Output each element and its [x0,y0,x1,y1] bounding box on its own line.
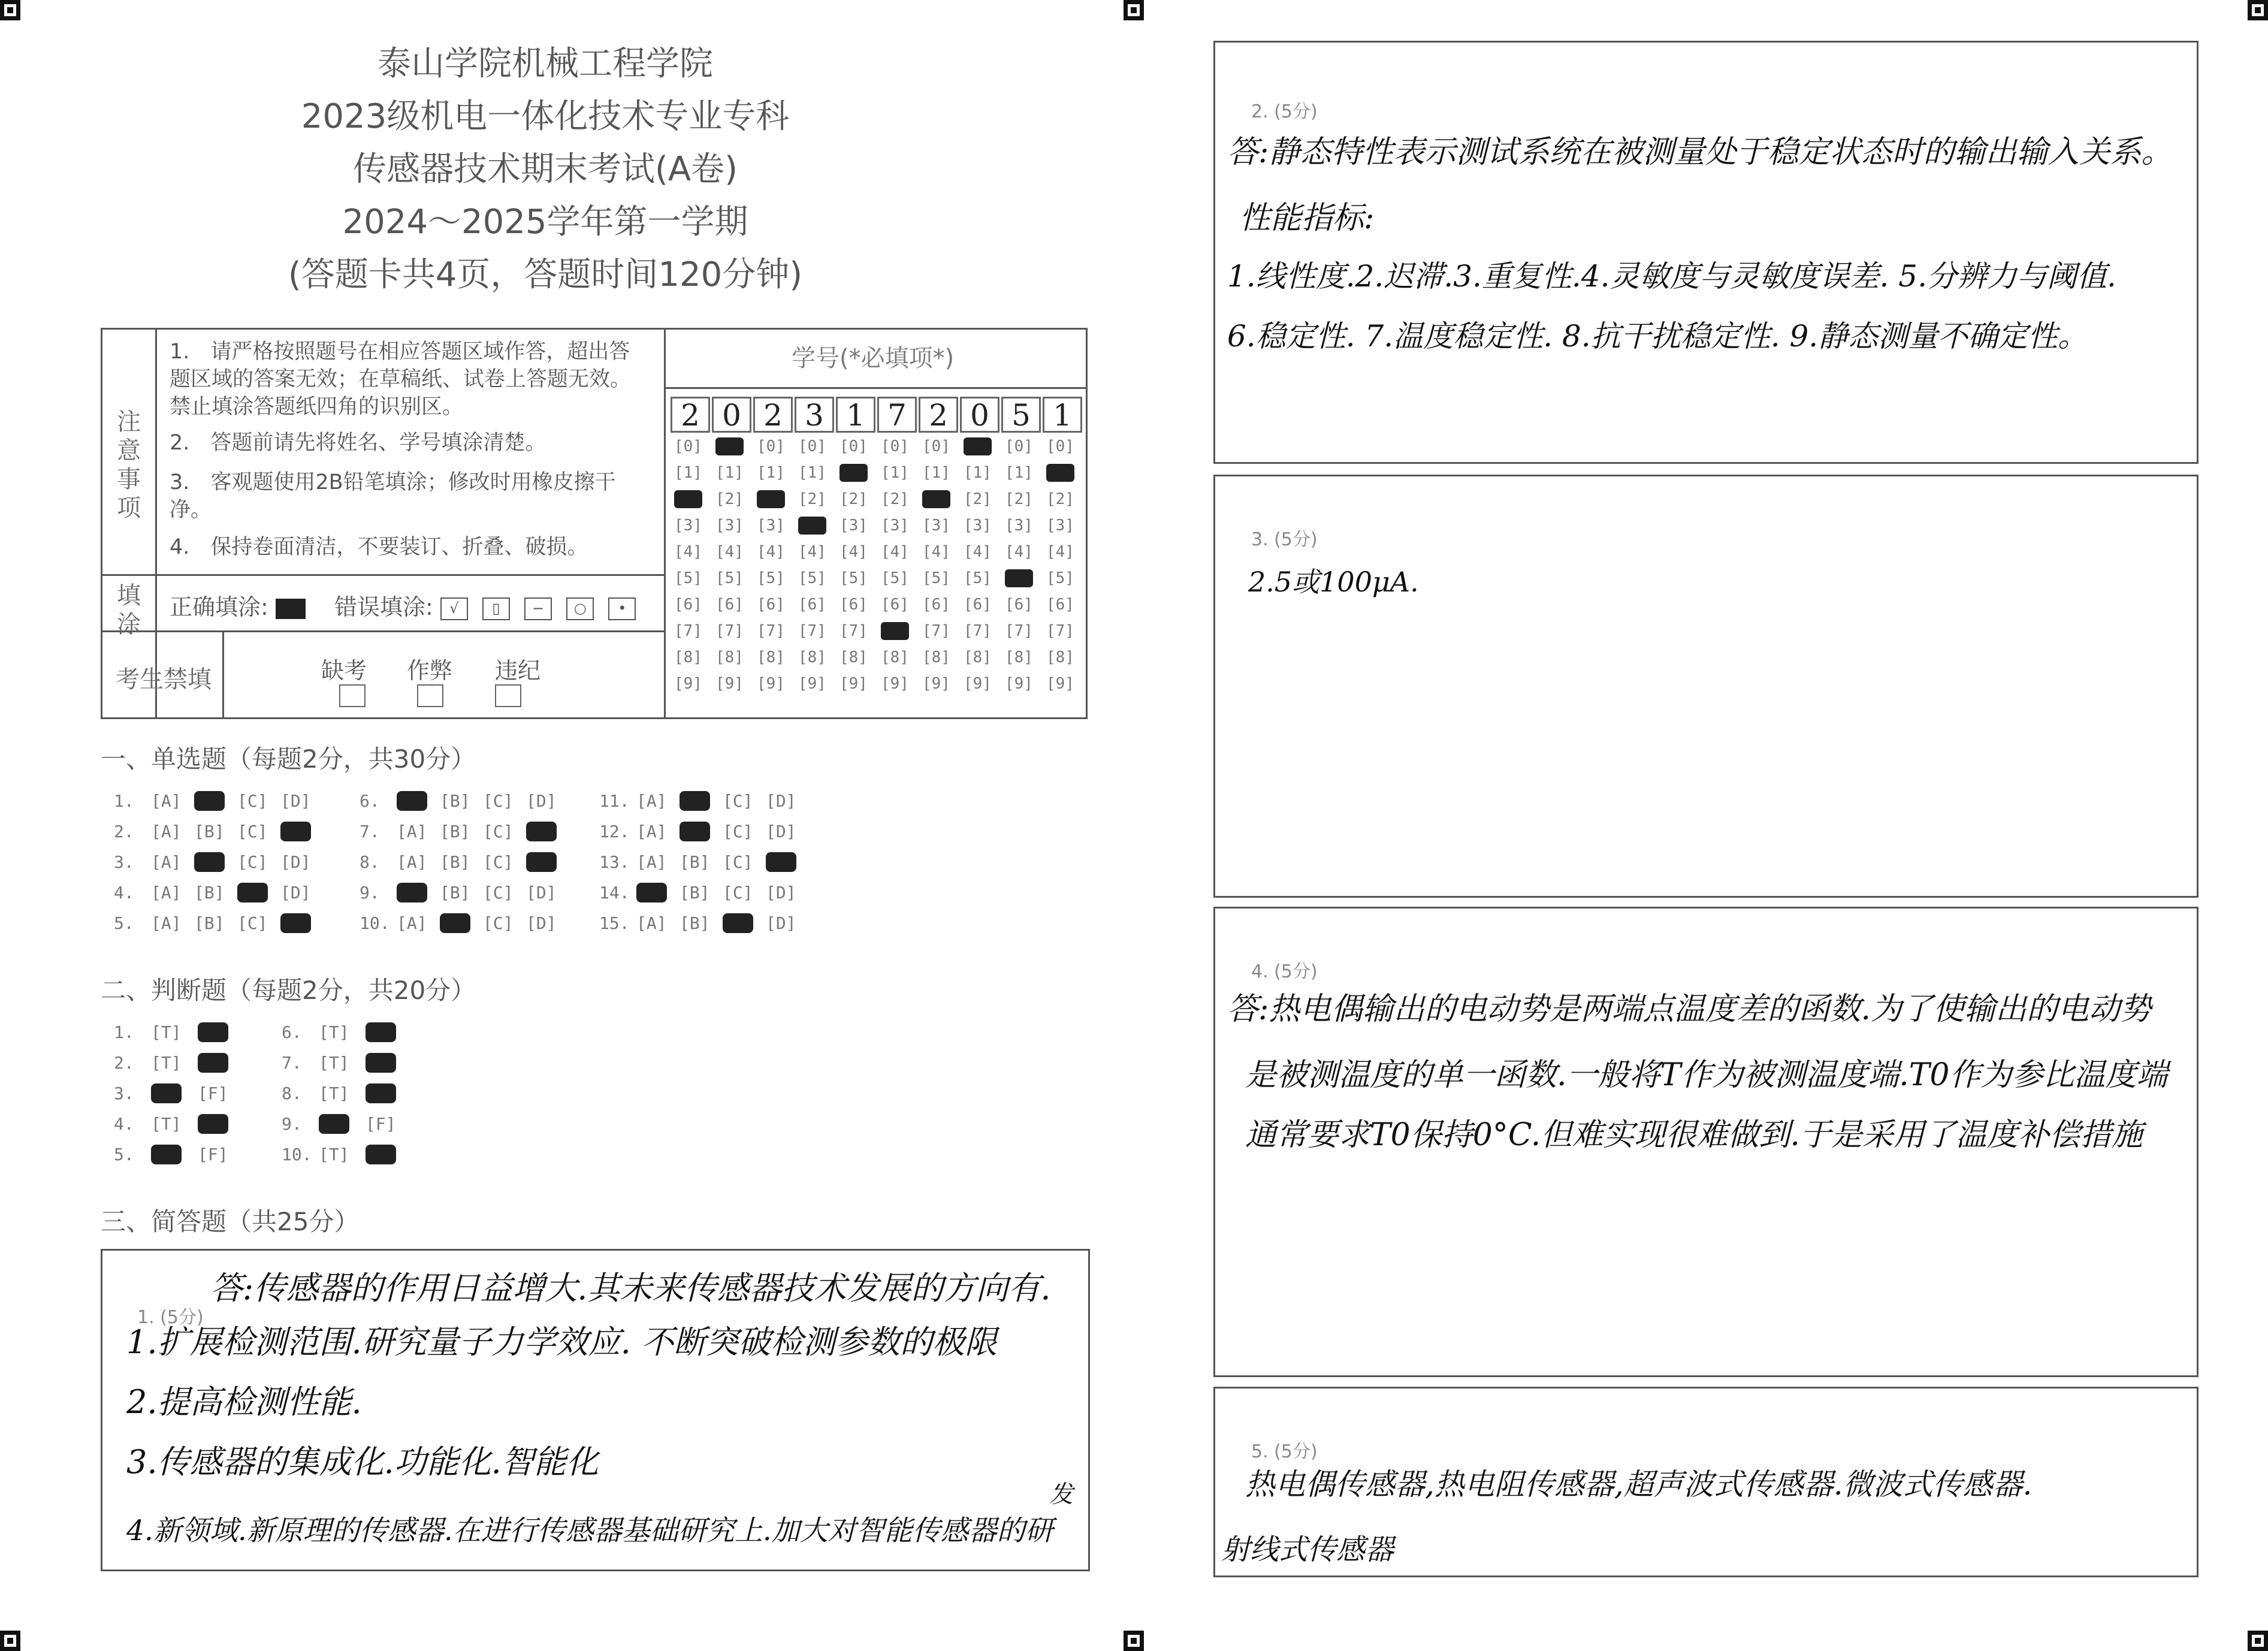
student-id-digit-6: 7 [877,397,917,433]
mc-option-B[interactable]: [B] [194,852,225,872]
answer-box-q1[interactable] [101,1249,1090,1571]
mc-option-A[interactable]: [A] [636,883,667,903]
mc-option-A[interactable]: [A] [397,852,427,872]
id-bubble-6-9[interactable]: [9] [881,675,909,693]
tf-option-T[interactable]: [T] [319,1053,349,1073]
mc-option-D[interactable]: [D] [280,883,311,903]
id-bubble-4-1[interactable]: [1] [798,464,826,482]
id-bubble-6-5[interactable]: [5] [881,569,909,587]
q1-line-4: 3.传感器的集成化.功能化.智能化 [126,1443,599,1481]
mc-option-C[interactable]: [C] [483,852,514,872]
tf-option-F[interactable]: [F] [366,1083,396,1103]
id-bubble-3-3[interactable]: [3] [757,517,785,535]
mc-option-B[interactable]: [B] [440,883,470,903]
answer-box-q2[interactable] [1213,41,2198,464]
q1-line-6: 发 [1049,1481,1073,1508]
mc-option-D[interactable]: [D] [280,852,311,872]
check-mark-icon: √ [440,597,468,620]
mc-number: 14. [599,883,630,903]
student-id-digit-9: 5 [1001,397,1041,433]
id-bubble-1-5[interactable]: [5] [674,569,702,587]
fill-example [170,588,643,621]
id-bubble-2-2[interactable]: [2] [715,490,744,508]
tf-option-T[interactable]: [T] [151,1114,182,1134]
mc-option-C[interactable]: [C] [237,791,268,811]
tf-option-T[interactable]: [T] [319,1114,349,1134]
mc-option-B[interactable]: [B] [680,913,710,933]
q3-line-1: 2.5或100μA. [1248,566,1419,598]
mc-option-B[interactable]: [B] [440,913,470,933]
id-bubble-1-1[interactable]: [1] [674,464,702,482]
mc-option-C[interactable]: [C] [237,913,268,933]
id-bubble-5-1[interactable]: [1] [839,464,868,482]
id-bubble-1-7[interactable]: [7] [674,622,702,640]
mc-option-B[interactable]: [B] [680,883,710,903]
mc-option-A[interactable]: [A] [397,822,427,841]
cheat-label: 作弊 [407,657,453,684]
mc-number: 12. [599,822,630,841]
id-bubble-2-7[interactable]: [7] [715,622,744,640]
tf-option-F[interactable]: [F] [366,1145,396,1164]
student-id-digit-1: 2 [671,397,710,433]
id-bubble-1-9[interactable]: [9] [674,675,702,693]
answer-box-q5[interactable] [1213,1387,2198,1577]
id-bubble-7-4[interactable]: [4] [922,543,950,561]
id-bubble-3-5[interactable]: [5] [757,569,785,587]
mc-number: 11. [599,791,630,811]
mc-number: 2. [114,822,134,841]
id-bubble-1-3[interactable]: [3] [674,517,702,535]
id-bubble-8-2[interactable]: [2] [964,490,992,508]
tf-number: 4. [114,1114,134,1134]
half-box-icon: ▯ [482,597,510,620]
q1-line-2: 1.扩展检测范围.研究量子力学效应. 不断突破检测参数的极限 [126,1323,998,1361]
mc-option-D[interactable]: [D] [766,883,796,903]
q2-line-2: 性能指标: [1239,200,1375,236]
mc-option-D[interactable]: [D] [526,913,557,933]
id-bubble-6-8[interactable]: [8] [881,648,909,666]
id-bubble-7-5[interactable]: [5] [922,569,950,587]
q4-line-2: 是被测温度的单一函数.一般将T作为被测温度端.T0作为参比温度端 [1245,1057,2168,1093]
q5-line-2: 射线式传感器 [1221,1533,1394,1567]
id-bubble-2-3[interactable]: [3] [715,517,744,535]
q2-label: 2. (5分) [1251,101,1318,122]
tf-option-T[interactable]: [T] [319,1083,349,1103]
q1-label: 1. (5分) [137,1307,204,1328]
id-bubble-2-5[interactable]: [5] [715,569,744,587]
wrong-fill-label: 错误填涂: [334,594,433,620]
id-bubble-5-6[interactable]: [6] [839,596,868,614]
id-bubble-10-1[interactable]: [1] [1046,464,1074,482]
id-bubble-9-4[interactable]: [4] [1005,543,1033,561]
mc-number: 4. [114,883,134,903]
mc-option-C[interactable]: [C] [723,822,753,841]
id-bubble-6-2[interactable]: [2] [881,490,909,508]
id-bubble-10-0[interactable]: [0] [1046,437,1074,455]
id-bubble-3-1[interactable]: [1] [757,464,785,482]
mc-option-D[interactable]: [D] [766,852,796,872]
id-bubble-7-1[interactable]: [1] [922,464,950,482]
mc-option-D[interactable]: [D] [526,822,557,841]
id-bubble-2-8[interactable]: [8] [715,648,744,666]
tf-option-T[interactable]: [T] [151,1053,182,1073]
mc-option-C[interactable]: [C] [237,883,268,903]
id-bubble-3-0[interactable]: [0] [757,437,785,455]
mc-option-B[interactable]: [B] [680,852,710,872]
id-bubble-10-7[interactable]: [7] [1046,622,1074,640]
id-bubble-2-9[interactable]: [9] [715,675,744,693]
mc-option-B[interactable]: [B] [194,913,225,933]
id-bubble-7-9[interactable]: [9] [922,675,950,693]
tf-number: 1. [114,1022,134,1042]
mc-option-A[interactable]: [A] [151,852,182,872]
mc-option-D[interactable]: [D] [526,791,557,811]
mc-number: 5. [114,913,134,933]
id-bubble-8-5[interactable]: [5] [964,569,992,587]
mc-option-D[interactable]: [D] [766,822,796,841]
q2-line-1: 答:静态特性表示测试系统在被测量处于稳定状态时的输出输入关系。 [1227,134,2173,170]
id-bubble-8-4[interactable]: [4] [964,543,992,561]
major-title: 2023级机电一体化技术专业专科 [301,97,790,136]
instruction-table [101,328,1088,719]
id-bubble-8-6[interactable]: [6] [964,596,992,614]
mc-option-D[interactable]: [D] [766,791,796,811]
fill-label: 填涂 [117,582,141,638]
mc-option-C[interactable]: [C] [723,913,753,933]
mc-option-A[interactable]: [A] [397,913,427,933]
id-bubble-5-4[interactable]: [4] [839,543,868,561]
school-title: 泰山学院机械工程学院 [378,44,713,83]
cheat-checkbox[interactable] [417,684,443,707]
id-bubble-5-8[interactable]: [8] [839,648,868,666]
id-bubble-8-7[interactable]: [7] [964,622,992,640]
corner-mark-top-center [1124,0,1144,20]
tf-option-F[interactable]: [F] [366,1114,396,1134]
notice-rule-3: 3. 客观题使用2B铅笔填涂；修改时用橡皮擦干净。 [170,470,616,522]
id-bubble-10-2[interactable]: [2] [1046,490,1074,508]
mc-option-D[interactable]: [D] [280,913,311,933]
id-bubble-2-0[interactable]: [0] [715,437,744,455]
mc-option-A[interactable]: [A] [151,791,182,811]
student-id-digit-7: 2 [919,397,958,433]
id-bubble-7-2[interactable]: [2] [922,490,950,508]
id-bubble-3-6[interactable]: [6] [757,596,785,614]
corner-mark-bottom-right [2248,1631,2268,1651]
mc-option-B[interactable]: [B] [194,791,225,811]
notice-label: 注意事项 [117,408,141,522]
exam-title: 传感器技术期末考试(A卷) [352,150,738,189]
id-bubble-4-8[interactable]: [8] [798,648,826,666]
dot-icon: • [608,597,636,620]
id-bubble-9-0[interactable]: [0] [1005,437,1033,455]
student-id-digit-5: 1 [836,397,875,433]
id-bubble-7-7[interactable]: [7] [922,622,950,640]
tf-option-T[interactable]: [T] [151,1145,182,1164]
answer-box-q3[interactable] [1213,475,2198,898]
q1-line-3: 2.提高检测性能. [126,1383,362,1421]
q2-line-4: 6.稳定性. 7.温度稳定性. 8.抗干扰稳定性. 9.静态测量不确定性。 [1227,319,2088,354]
mc-option-C[interactable]: [C] [237,852,268,872]
mc-option-B[interactable]: [B] [440,822,470,841]
mc-option-D[interactable]: [D] [280,791,311,811]
violation-checkbox[interactable] [495,684,521,707]
id-bubble-1-6[interactable]: [6] [674,596,702,614]
id-bubble-9-8[interactable]: [8] [1005,648,1033,666]
corner-mark-bottom-left [0,1631,20,1651]
term-title: 2024～2025学年第一学期 [342,203,748,242]
mc-option-A[interactable]: [A] [151,913,182,933]
mc-number: 3. [114,852,134,872]
student-id-digit-3: 2 [753,397,793,433]
id-bubble-6-6[interactable]: [6] [881,596,909,614]
id-bubble-5-3[interactable]: [3] [839,517,868,535]
exam-note: (答题卡共4页，答题时间120分钟) [288,255,803,294]
tf-option-F[interactable]: [F] [198,1145,228,1164]
id-bubble-2-1[interactable]: [1] [715,464,744,482]
true-false-heading: 二、判断题（每题2分，共20分） [101,976,476,1005]
id-bubble-7-0[interactable]: [0] [922,437,950,455]
id-bubble-3-9[interactable]: [9] [757,675,785,693]
mc-option-C[interactable]: [C] [723,791,753,811]
tf-number: 8. [282,1083,302,1103]
tf-number: 6. [282,1022,302,1042]
tf-number: 9. [282,1114,302,1134]
absent-checkbox[interactable] [339,684,366,707]
correct-fill-mark [276,599,306,619]
id-bubble-5-0[interactable]: [0] [839,437,868,455]
notice-rule-1: 1. 请严格按照题号在相应答题区域作答，超出答题区域的答案无效；在草稿纸、试卷上答题无效。禁止填涂答题纸四角的识别区。 [170,340,632,419]
q4-line-1: 答:热电偶输出的电动势是两端点温度差的函数.为了使输出的电动势 [1227,991,2152,1027]
tf-number: 7. [282,1053,302,1073]
mc-number: 15. [599,913,630,933]
id-bubble-8-1[interactable]: [1] [964,464,992,482]
mc-option-A[interactable]: [A] [397,791,427,811]
corner-mark-top-left [0,0,20,20]
tf-option-F[interactable]: [F] [198,1022,228,1042]
id-bubble-4-5[interactable]: [5] [798,569,826,587]
q2-line-3: 1.线性度.2.迟滞.3.重复性.4.灵敏度与灵敏度误差. 5.分辨力与阈值. [1227,259,2116,294]
student-id-digit-8: 0 [960,397,999,433]
mc-option-C[interactable]: [C] [483,791,514,811]
mc-option-C[interactable]: [C] [723,852,753,872]
short-answer-heading: 三、简答题（共25分） [101,1207,360,1236]
id-bubble-1-0[interactable]: [0] [674,437,702,455]
id-bubble-1-2[interactable]: [2] [674,490,702,508]
id-bubble-6-3[interactable]: [3] [881,517,909,535]
tf-option-T[interactable]: [T] [319,1022,349,1042]
mc-number: 8. [360,852,380,872]
mc-number: 1. [114,791,134,811]
id-bubble-9-2[interactable]: [2] [1005,490,1033,508]
id-bubble-2-4[interactable]: [4] [715,543,744,561]
id-bubble-7-6[interactable]: [6] [922,596,950,614]
corner-mark-top-right [2248,0,2268,20]
student-id-digit-4: 3 [795,397,834,433]
mc-number: 9. [360,883,380,903]
id-bubble-6-4[interactable]: [4] [881,543,909,561]
mc-option-C[interactable]: [C] [483,822,514,841]
mc-option-D[interactable]: [D] [766,913,796,933]
id-bubble-1-4[interactable]: [4] [674,543,702,561]
id-bubble-2-6[interactable]: [6] [715,596,744,614]
id-bubble-10-9[interactable]: [9] [1046,675,1074,693]
mc-number: 10. [360,913,390,933]
id-bubble-7-3[interactable]: [3] [922,517,950,535]
tf-option-F[interactable]: [F] [198,1083,228,1103]
mc-number: 7. [360,822,380,841]
tf-option-F[interactable]: [F] [366,1053,396,1073]
tf-number: 5. [114,1145,134,1164]
id-bubble-9-6[interactable]: [6] [1005,596,1033,614]
tf-option-F[interactable]: [F] [366,1022,396,1042]
student-id-title: 学号(*必填项*) [792,345,955,372]
id-bubble-5-9[interactable]: [9] [839,675,868,693]
dash-icon: − [524,597,552,620]
mc-option-C[interactable]: [C] [723,883,753,903]
mc-option-B[interactable]: [B] [440,852,470,872]
id-bubble-9-7[interactable]: [7] [1005,622,1033,640]
mc-option-A[interactable]: [A] [151,822,182,841]
mc-option-A[interactable]: [A] [151,883,182,903]
absent-label: 缺考 [321,657,367,684]
id-bubble-4-3[interactable]: [3] [798,517,826,535]
mc-option-A[interactable]: [A] [636,852,667,872]
id-bubble-9-3[interactable]: [3] [1005,517,1033,535]
id-bubble-4-9[interactable]: [9] [798,675,826,693]
id-bubble-9-9[interactable]: [9] [1005,675,1033,693]
notice-rule-2: 2. 答题前请先将姓名、学号填涂清楚。 [170,431,546,455]
mc-option-D[interactable]: [D] [280,822,311,841]
id-bubble-4-7[interactable]: [7] [798,622,826,640]
violation-label: 违纪 [495,657,541,684]
tf-option-F[interactable]: [F] [198,1053,228,1073]
single-choice-heading: 一、单选题（每题2分，共30分） [101,744,476,774]
id-bubble-8-3[interactable]: [3] [964,517,992,535]
mc-option-B[interactable]: [B] [680,822,710,841]
id-bubble-5-7[interactable]: [7] [839,622,868,640]
tf-number: 2. [114,1053,134,1073]
q4-label: 4. (5分) [1251,961,1318,982]
mc-option-B[interactable]: [B] [194,822,225,841]
q5-label: 5. (5分) [1251,1441,1318,1462]
id-bubble-10-4[interactable]: [4] [1046,543,1074,561]
id-bubble-8-8[interactable]: [8] [964,648,992,666]
correct-fill-label: 正确填涂: [170,594,268,620]
q4-line-3: 通常要求T0保持0°C.但难实现很难做到.于是采用了温度补偿措施 [1245,1117,2143,1153]
notice-rule-4: 4. 保持卷面清洁，不要装订、折叠、破损。 [170,535,588,559]
mc-option-A[interactable]: [A] [397,883,427,903]
id-bubble-10-3[interactable]: [3] [1046,517,1074,535]
q5-line-1: 热电偶传感器,热电阻传感器,超声波式传感器.微波式传感器. [1245,1467,2033,1502]
mc-option-A[interactable]: [A] [636,822,667,841]
id-bubble-8-9[interactable]: [9] [964,675,992,693]
id-bubble-3-7[interactable]: [7] [757,622,785,640]
mc-option-D[interactable]: [D] [526,852,557,872]
id-bubble-10-6[interactable]: [6] [1046,596,1074,614]
corner-mark-bottom-center [1124,1631,1144,1651]
student-id-digit-2: 0 [712,397,751,433]
id-bubble-6-1[interactable]: [1] [881,464,909,482]
id-bubble-4-6[interactable]: [6] [798,596,826,614]
id-bubble-5-5[interactable]: [5] [839,569,868,587]
forbid-label: 考生禁填 [116,666,212,693]
id-bubble-8-0[interactable]: [0] [964,437,992,455]
mc-option-B[interactable]: [B] [440,791,470,811]
tf-option-T[interactable]: [T] [151,1022,182,1042]
mc-option-A[interactable]: [A] [636,791,667,811]
mc-number: 6. [360,791,380,811]
id-bubble-4-4[interactable]: [4] [798,543,826,561]
id-bubble-10-5[interactable]: [5] [1046,569,1074,587]
mc-option-C[interactable]: [C] [483,883,514,903]
q3-label: 3. (5分) [1251,529,1318,550]
id-bubble-9-5[interactable]: [5] [1005,569,1033,587]
mc-option-C[interactable]: [C] [237,822,268,841]
mc-option-D[interactable]: [D] [526,883,557,903]
circle-icon: ○ [566,597,594,620]
id-bubble-6-0[interactable]: [0] [881,437,909,455]
mc-option-A[interactable]: [A] [636,913,667,933]
tf-number: 3. [114,1083,134,1103]
id-bubble-4-2[interactable]: [2] [798,490,826,508]
mc-number: 13. [599,852,630,872]
tf-option-T[interactable]: [T] [151,1083,182,1103]
id-bubble-3-2[interactable]: [2] [757,490,785,508]
tf-option-F[interactable]: [F] [198,1114,228,1134]
mc-option-C[interactable]: [C] [483,913,514,933]
id-bubble-4-0[interactable]: [0] [798,437,826,455]
id-bubble-7-8[interactable]: [8] [922,648,950,666]
mc-option-B[interactable]: [B] [680,791,710,811]
id-bubble-1-8[interactable]: [8] [674,648,702,666]
mc-option-B[interactable]: [B] [194,883,225,903]
id-bubble-3-4[interactable]: [4] [757,543,785,561]
tf-number: 10. [282,1145,312,1164]
student-id-digit-10: 1 [1043,397,1082,433]
id-bubble-10-8[interactable]: [8] [1046,648,1074,666]
q1-line-1: 答:传感器的作用日益增大.其未来传感器技术发展的方向有. [210,1269,1051,1307]
id-bubble-9-1[interactable]: [1] [1005,464,1033,482]
q1-line-5: 4.新领域.新原理的传感器.在进行传感器基础研究上.加大对智能传感器的研 [126,1514,1053,1547]
id-bubble-3-8[interactable]: [8] [757,648,785,666]
tf-option-T[interactable]: [T] [319,1145,349,1164]
id-bubble-5-2[interactable]: [2] [839,490,868,508]
answer-box-q4[interactable] [1213,907,2198,1377]
id-bubble-6-7[interactable]: [7] [881,622,909,640]
